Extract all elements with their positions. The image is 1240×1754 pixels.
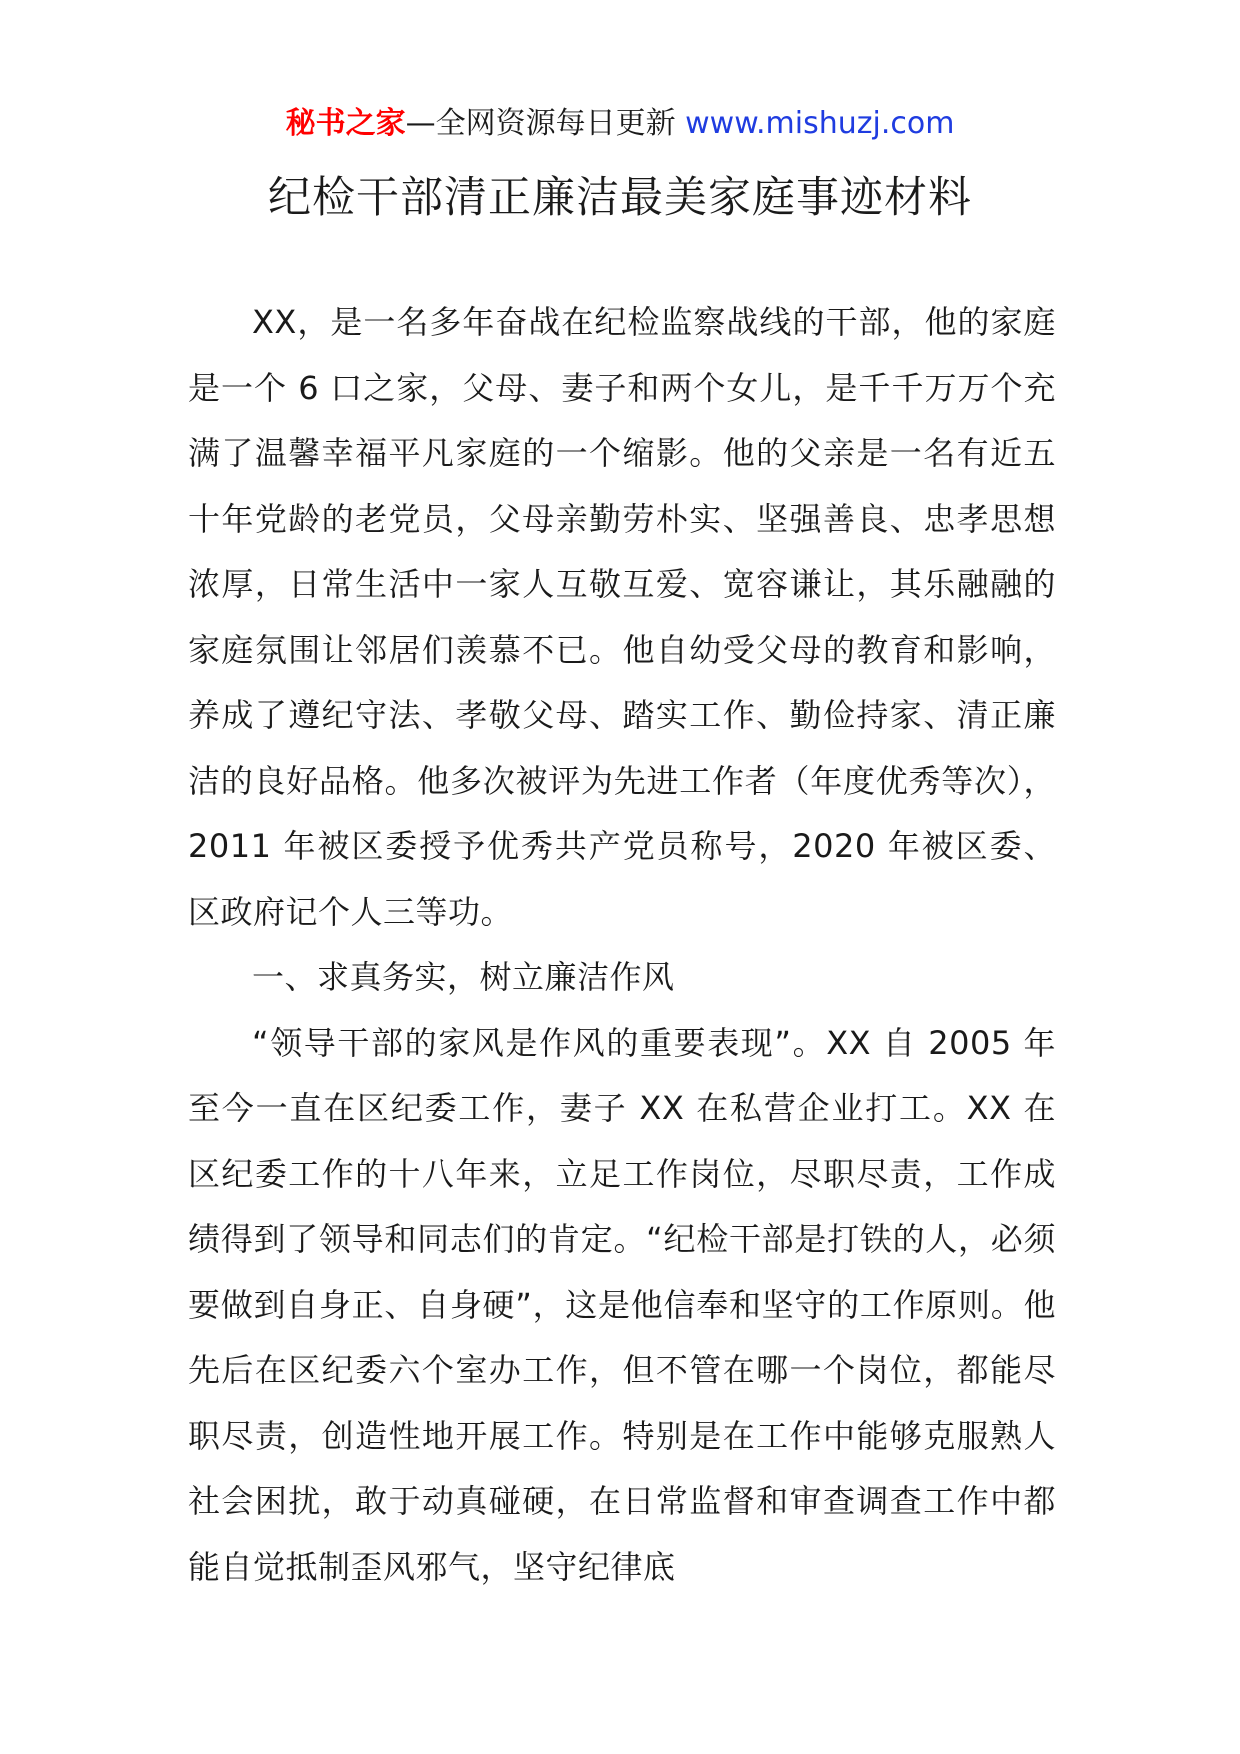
site-url-link[interactable]: www.mishuzj.com	[685, 106, 955, 141]
brand-name: 秘书之家	[285, 106, 406, 141]
header-tagline: —全网资源每日更新	[405, 106, 686, 141]
site-header	[0, 104, 1240, 144]
document-title: 纪检干部清正廉洁最美家庭事迹材料	[268, 173, 972, 223]
document-body	[188, 290, 1056, 1600]
paragraph-section-1: “领导干部的家风是作风的重要表现”。XX 自 2005 年至今一直在区纪委工作，妻子 XX 在私营企业打工。XX 在区纪委工作的十八年来，立足工作岗位，尽职尽责，工作成绩得到了领导和同志们的肯定。“纪检干部是打铁的人，必须要做到自身正、自身硬”，这是他信奉和坚守的工作原则。他先后在区纪委六个室办工作，但不管在哪一个岗位，都能尽职尽责，创造性地开展工作。特别是在工作中能够克服熟人社会困扰，敢于动真碰硬，在日常监督和审查调查工作中都能自觉抵制歪风邪气，坚守纪律底	[188, 1023, 1056, 1586]
paragraph-intro: XX，是一名多年奋战在纪检监察战线的干部，他的家庭是一个 6 口之家，父母、妻子和两个女儿，是千千万万个充满了温馨幸福平凡家庭的一个缩影。他的父亲是一名有近五十年党龄的老党员，父母亲勤劳朴实、坚强善良、忠孝思想浓厚，日常生活中一家人互敬互爱、宽容谦让，其乐融融的家庭氛围让邻居们羡慕不已。他自幼受父母的教育和影响，养成了遵纪守法、孝敬父母、踏实工作、勤俭持家、清正廉洁的良好品格。他多次被评为先进工作者（年度优秀等次），2011 年被区委授予优秀共产党员称号，2020 年被区委、区政府记个人三等功。	[188, 303, 1056, 931]
section-heading: 一、求真务实，树立廉洁作风	[252, 958, 675, 996]
